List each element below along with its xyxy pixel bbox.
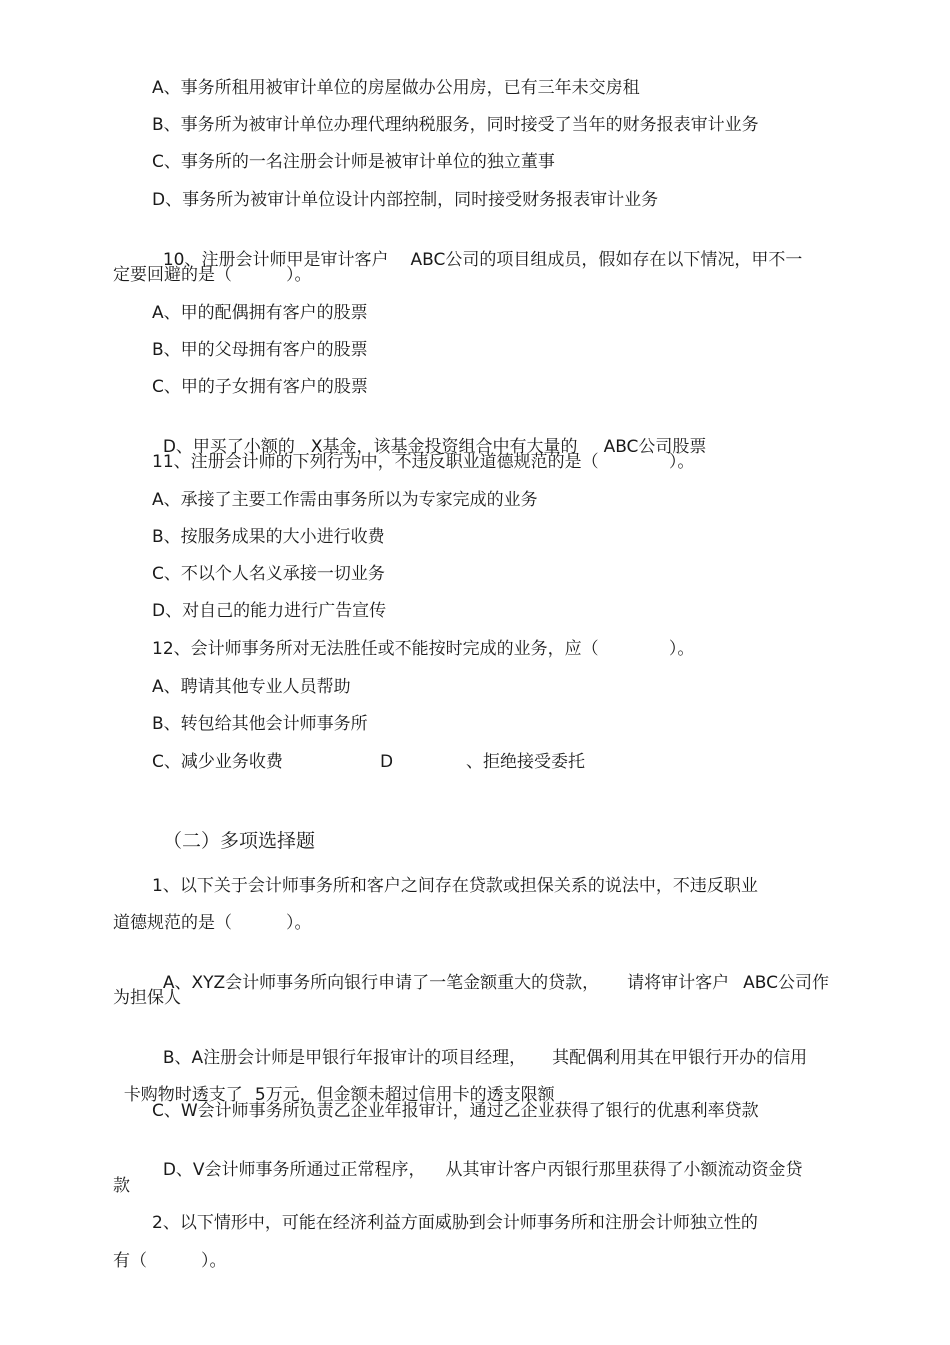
q9-option-a: A、事务所租用被审计单位的房屋做办公用房，已有三年未交房租 — [152, 78, 640, 98]
mq1-option-d-part1: D、V会计师事务所通过正常程序， — [162, 1160, 426, 1180]
q12-option-c: C、减少业务收费 — [152, 752, 283, 772]
q11-option-a: A、承接了主要工作需由事务所以为专家完成的业务 — [152, 490, 538, 510]
mq1-option-b-cont-part2: 5万元，但金额未超过信用卡的透支限额 — [254, 1085, 555, 1105]
q12-option-d-text: 、拒绝接受委托 — [466, 752, 585, 772]
q11-option-d: D、对自己的能力进行广告宣传 — [152, 601, 387, 621]
q10-stem-line2: 定要回避的是（ ）。 — [113, 265, 312, 285]
mq1-option-a — [152, 950, 829, 994]
q9-option-c: C、事务所的一名注册会计师是被审计单位的独立董事 — [152, 152, 555, 172]
q9-option-b: B、事务所为被审计单位办理代理纳税服务，同时接受了当年的财务报表审计业务 — [152, 115, 759, 135]
mq1-option-b-cont-part1: 卡购物时透支了 — [123, 1085, 243, 1105]
q10-option-a: A、甲的配偶拥有客户的股票 — [152, 303, 368, 323]
mq1-option-b-part1: B、A注册会计师是甲银行年报审计的项目经理， — [162, 1048, 527, 1068]
q11-stem: 11、注册会计师的下列行为中，不违反职业道德规范的是（ ）。 — [152, 452, 695, 472]
q12-option-d-letter: D — [380, 752, 394, 772]
mq1-option-a-part2: 请将审计客户 — [627, 973, 730, 993]
mq1-option-c: C、W会计师事务所负责乙企业年报审计，通过乙企业获得了银行的优惠利率贷款 — [152, 1101, 759, 1121]
q10-stem-part1: 10、注册会计师甲是审计客户 — [162, 250, 389, 270]
mq1-option-a-part1: A、XYZ会计师事务所向银行申请了一笔金额重大的贷款， — [162, 973, 600, 993]
q11-option-b: B、按服务成果的大小进行收费 — [152, 527, 385, 547]
section-heading-multiple-choice: （二）多项选择题 — [163, 830, 316, 852]
q12-option-a: A、聘请其他专业人员帮助 — [152, 677, 351, 697]
mq1-option-d — [152, 1137, 803, 1181]
q10-option-b: B、甲的父母拥有客户的股票 — [152, 340, 368, 360]
q9-option-d: D、事务所为被审计单位设计内部控制，同时接受财务报表审计业务 — [152, 190, 659, 210]
mq1-option-b-part2: 其配偶利用其在甲银行开办的信用 — [552, 1048, 808, 1068]
q10-stem-part2: ABC公司的项目组成员，假如存在以下情况，甲不一 — [410, 250, 803, 270]
mq1-stem-line1: 1、以下关于会计师事务所和客户之间存在贷款或担保关系的说法中，不违反职业 — [152, 876, 758, 896]
mq1-stem-line2: 道德规范的是（ ）。 — [113, 913, 312, 933]
q10-option-d-part1: D、甲买了小额的 — [162, 437, 295, 457]
mq1-option-a-part3: ABC公司作 — [743, 973, 829, 993]
q12-option-b: B、转包给其他会计师事务所 — [152, 714, 368, 734]
q12-stem: 12、会计师事务所对无法胜任或不能按时完成的业务，应（ ）。 — [152, 639, 695, 659]
mq2-stem-line2: 有（ ）。 — [113, 1251, 227, 1271]
mq1-option-d-continued: 款 — [113, 1176, 130, 1196]
mq1-option-a-continued: 为担保人 — [113, 988, 181, 1008]
q10-option-c: C、甲的子女拥有客户的股票 — [152, 377, 368, 397]
q10-option-d-part2: X基金，该基金投资组合中有大量的 — [310, 437, 578, 457]
mq2-stem-line1: 2、以下情形中，可能在经济利益方面威胁到会计师事务所和注册会计师独立性的 — [152, 1213, 758, 1233]
mq1-option-d-part2: 从其审计客户丙银行那里获得了小额流动资金贷 — [445, 1160, 803, 1180]
q10-option-d-part3: ABC公司股票 — [603, 437, 707, 457]
q11-option-c: C、不以个人名义承接一切业务 — [152, 564, 385, 584]
